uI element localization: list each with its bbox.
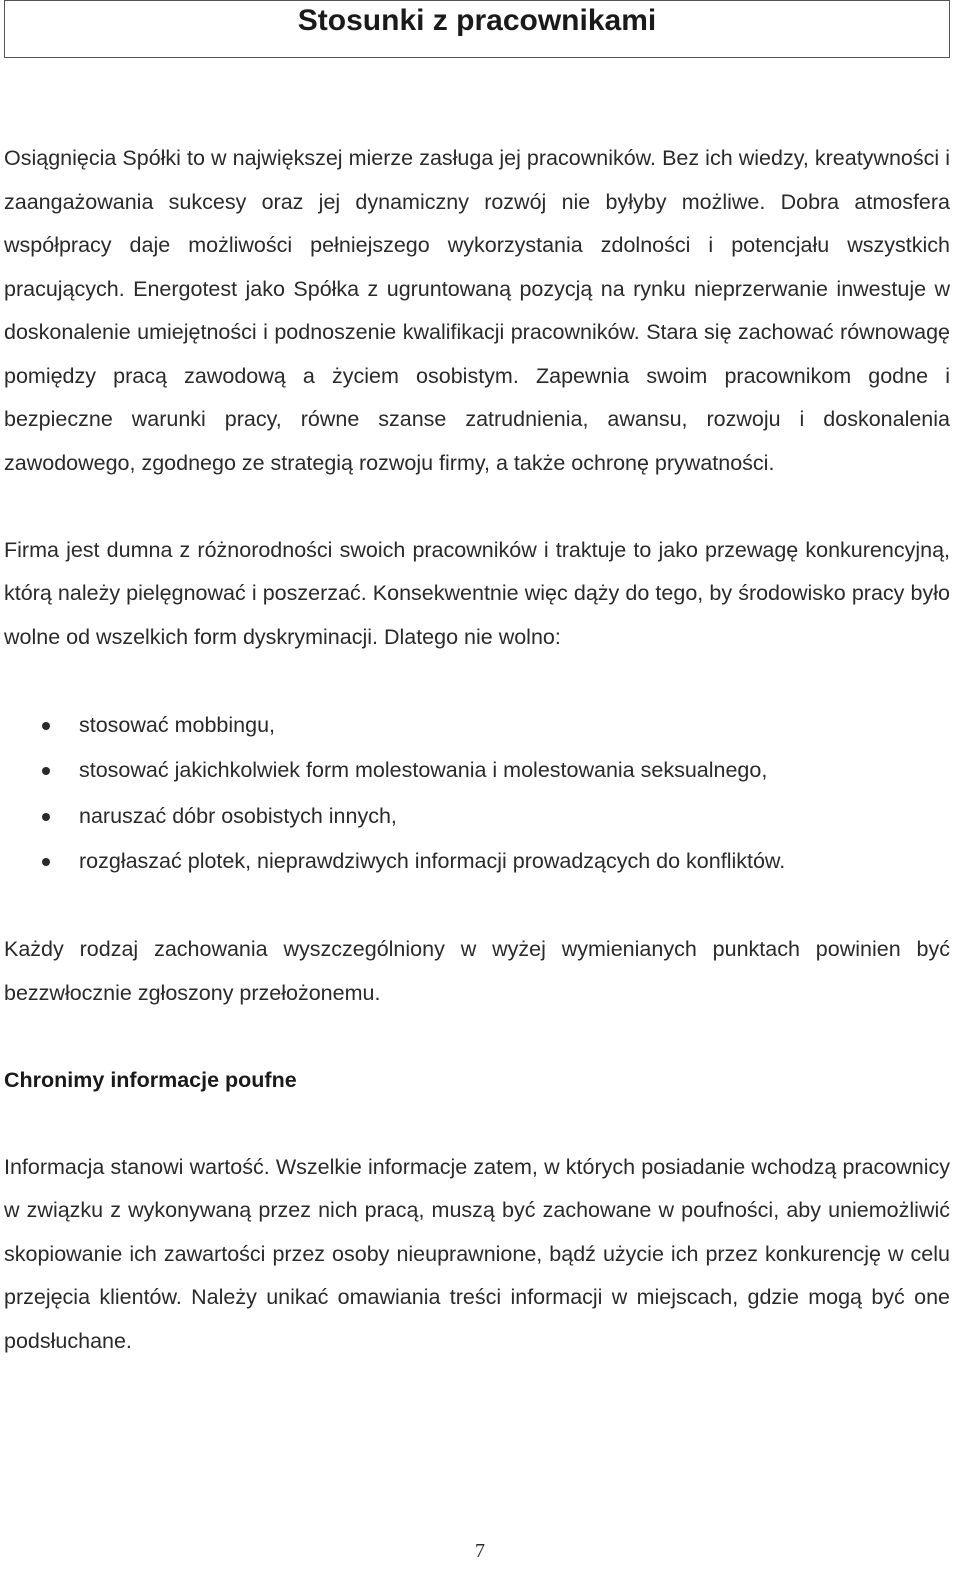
paragraph-intro: Osiągnięcia Spółki to w największej mierze zasługa jej pracowników. Bez ich wiedzy, kreatywności i zaangażowania sukcesy oraz jej dynamiczny rozwój nie byłyby możliwe. Dobra atmosfera współpracy daje możliwości pełniejszego wykorzystania zdolności i potencjału wszystkich pracujących. Energotest jako Spółka z ugruntowaną pozycją na rynku nieprzerwanie inwestuje w doskonalenie umiejętności i podnoszenie kwalifikacji pracowników. Stara się zachować równowagę pomiędzy pracą zawodową a życiem osobistym. Zapewnia swoim pracownikom godne i bezpieczne warunki pracy, równe szanse zatrudnienia, awansu, rozwoju i doskonalenia zawodowego, zgodnego ze strategią rozwoju firmy, a także ochronę prywatności.	[4, 146, 950, 475]
page-title: Stosunki z pracownikami	[297, 4, 657, 37]
prohibitions-list	[4, 703, 950, 885]
bullet-icon	[42, 858, 50, 866]
list-item	[4, 839, 950, 885]
bullet-icon	[42, 813, 50, 821]
spacer	[4, 1102, 950, 1146]
list-item	[4, 703, 950, 749]
paragraph-diversity: Firma jest dumna z różnorodności swoich pracowników i traktuje to jako przewagę konkurencyjną, którą należy pielęgnować i poszerzać. Konsekwentnie więc dąży do tego, by środowisko pracy było wolne od wszelkich form dyskryminacji. Dlatego nie wolno:	[4, 537, 950, 649]
bullet-icon	[42, 722, 50, 730]
section-heading-confidential: Chronimy informacje poufne	[4, 1067, 297, 1092]
list-item	[4, 794, 950, 840]
paragraph-information: Informacja stanowi wartość. Wszelkie informacje zatem, w których posiadanie wchodzą pracownicy w związku z wykonywaną przez nich pracą, muszą być zachowane w poufności, aby uniemożliwić skopiowanie ich zawartości przez osoby nieuprawnione, bądź użycie ich przez konkurencję w celu przejęcia klientów. Należy unikać omawiania treści informacji w miejscach, gdzie mogą być one podsłuchane.	[4, 1154, 950, 1353]
bullet-icon	[42, 767, 50, 775]
title-box	[4, 0, 950, 58]
spacer	[4, 659, 950, 703]
spacer	[4, 1015, 950, 1059]
list-item	[4, 748, 950, 794]
list-item-text: stosować jakichkolwiek form molestowania i molestowania seksualnego,	[79, 758, 768, 782]
list-item-text: stosować mobbingu,	[79, 712, 275, 737]
list-item-text: naruszać dóbr osobistych innych,	[79, 803, 397, 828]
page-number: 7	[475, 1540, 485, 1562]
spacer	[4, 885, 950, 929]
paragraph-reporting: Każdy rodzaj zachowania wyszczególniony w wyżej wymienianych punktach powinien być bezzwłocznie zgłoszony przełożonemu.	[4, 937, 950, 1005]
document-body	[4, 137, 950, 1363]
list-item-text: rozgłaszać plotek, nieprawdziwych informacji prowadzących do konfliktów.	[79, 849, 786, 873]
spacer	[4, 485, 950, 529]
